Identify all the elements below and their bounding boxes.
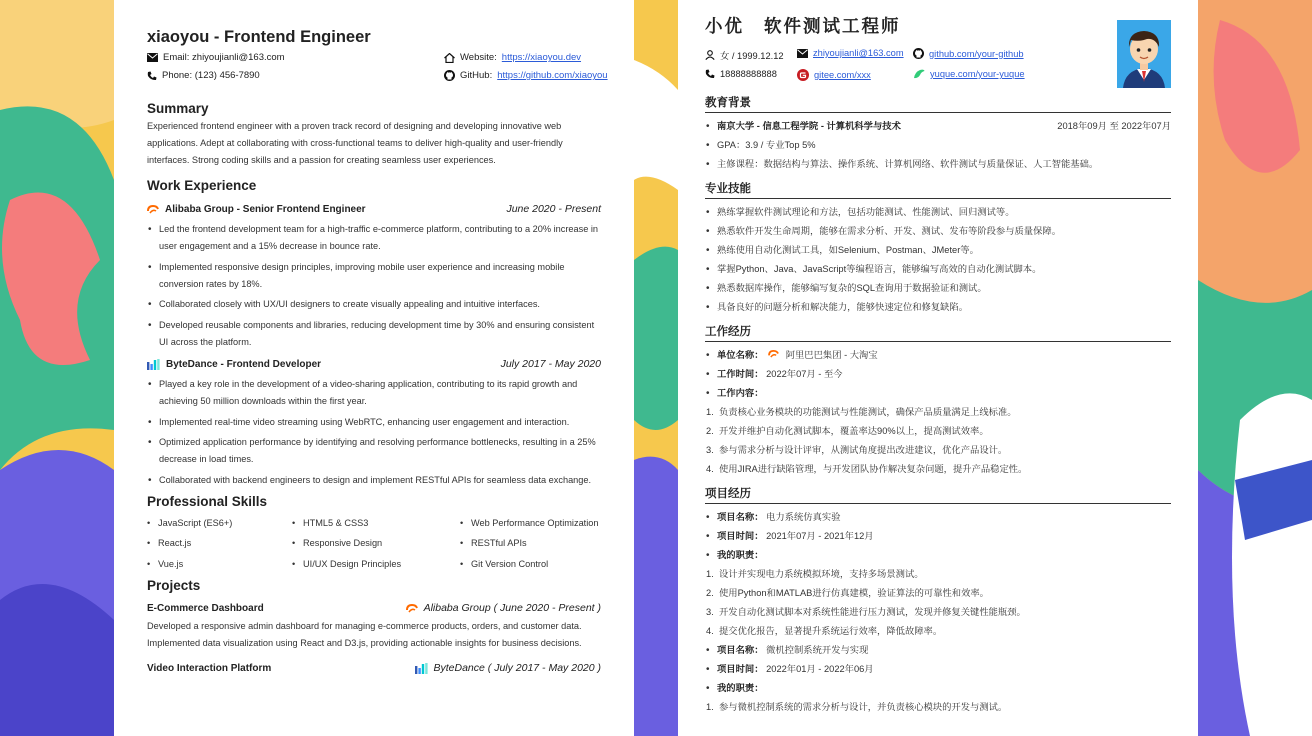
contact-info bbox=[705, 44, 1171, 88]
list-item: 1. 参与微机控制系统的需求分析与设计，并负责核心模块的开发与测试。 bbox=[706, 702, 1008, 712]
project-time: 2021年07月 - 2021年12月 bbox=[766, 531, 874, 541]
list-item: • Implemented responsive design principles, improving mobile user experience and increasing mobile conversion rates by 18%. bbox=[159, 259, 601, 293]
alibaba-icon bbox=[768, 350, 779, 358]
education-school: 南京大学 - 信息工程学院 - 计算机科学与技术 bbox=[717, 121, 901, 131]
website-item bbox=[444, 52, 581, 63]
project-header bbox=[147, 598, 601, 618]
email-link[interactable]: zhiyoujianli@163.com bbox=[813, 48, 904, 58]
job-bullets bbox=[147, 221, 601, 351]
gender-birth-item bbox=[705, 48, 784, 62]
project-org: ByteDance ( July 2017 - May 2020 ) bbox=[433, 662, 601, 674]
job-header bbox=[147, 199, 601, 219]
projects-heading: 项目经历 bbox=[705, 485, 1171, 504]
list-item: 1. 设计并实现电力系统模拟环境，支持多场景测试。 bbox=[706, 569, 924, 579]
work-content-row: • 工作内容： bbox=[705, 384, 1171, 403]
skills-heading: Professional Skills bbox=[147, 493, 268, 509]
education-heading: 教育背景 bbox=[705, 94, 1171, 113]
github-link[interactable]: https://github.com/xiaoyou bbox=[497, 70, 608, 81]
bytedance-icon bbox=[415, 663, 428, 674]
candidate-name: 小优 bbox=[705, 16, 744, 36]
github-label: GitHub: bbox=[460, 70, 493, 81]
phone-icon bbox=[147, 71, 157, 81]
mail-icon bbox=[147, 53, 158, 62]
work-company: 阿里巴巴集团 - 大淘宝 bbox=[785, 350, 878, 360]
alibaba-icon bbox=[406, 604, 418, 613]
skill-item: • 具备良好的问题分析和解决能力，能够快速定位和修复缺陷。 bbox=[705, 298, 1171, 317]
list-item: • Implemented real-time video streaming using WebRTC, enhancing user engagement and interaction. bbox=[159, 414, 601, 431]
project-name-row: • 项目名称： 电力系统仿真实验 bbox=[705, 508, 1171, 527]
bytedance-icon bbox=[147, 359, 160, 370]
user-icon bbox=[705, 50, 715, 60]
list-item: 3. 参与需求分析与设计评审，从测试角度提出改进建议，优化产品设计。 bbox=[706, 445, 1008, 455]
project-name-row: • 项目名称： 微机控制系统开发与实现 bbox=[705, 641, 1171, 660]
project-name: E-Commerce Dashboard bbox=[147, 602, 264, 614]
project-name: 微机控制系统开发与实现 bbox=[766, 645, 869, 655]
skills-heading: 专业技能 bbox=[705, 180, 1171, 199]
phone-text: Phone: (123) 456-7890 bbox=[162, 70, 260, 81]
work-heading: 工作经历 bbox=[705, 323, 1171, 342]
project-time: 2022年01月 - 2022年06月 bbox=[766, 664, 874, 674]
gitee-icon bbox=[797, 69, 809, 81]
email-item bbox=[797, 48, 904, 58]
list-item: • Collaborated with backend engineers to design and implement RESTful APIs for seamless data exchange. bbox=[159, 472, 601, 489]
email-item bbox=[147, 52, 285, 63]
job-company: ByteDance - Frontend Developer bbox=[166, 358, 322, 370]
summary-heading: Summary bbox=[147, 101, 209, 116]
education-dates: 2018年09月 至 2022年07月 bbox=[1057, 121, 1171, 131]
yuque-icon bbox=[913, 69, 925, 79]
list-item: • Played a key role in the development of a video-sharing application, contributing to its rapid growth and achieving 50 million downloads within the first year. bbox=[159, 376, 601, 410]
education-school-row bbox=[705, 117, 1171, 136]
project-duty-row: • 我的职责： bbox=[705, 679, 1171, 698]
skill-item: • 熟练使用自动化测试工具，如Selenium、Postman、JMeter等。 bbox=[705, 241, 1171, 260]
project-duty-row: • 我的职责： bbox=[705, 546, 1171, 565]
gitee-link[interactable]: gitee.com/xxx bbox=[814, 70, 871, 80]
skill-item: • UI/UX Design Principles bbox=[292, 556, 460, 573]
list-item: 4. 使用JIRA进行缺陷管理，与开发团队协作解决复杂问题，提升产品稳定性。 bbox=[706, 464, 1028, 474]
github-item bbox=[913, 48, 1024, 59]
list-item: • Developed reusable components and libraries, reducing development time by 30% and ensuring consistent UI across the platform. bbox=[159, 317, 601, 351]
skill-item: • React.js bbox=[147, 535, 292, 552]
home-icon bbox=[444, 53, 455, 63]
projects-heading: Projects bbox=[147, 578, 201, 593]
skill-item: • 熟练掌握软件测试理论和方法，包括功能测试、性能测试、回归测试等。 bbox=[705, 203, 1171, 222]
project-name: 电力系统仿真实验 bbox=[766, 512, 841, 522]
chinese-resume-page bbox=[678, 0, 1198, 736]
phone-item bbox=[147, 70, 260, 81]
resume-name-title bbox=[705, 14, 1171, 38]
website-label: Website: bbox=[460, 52, 497, 63]
project-time-row: • 项目时间： 2021年07月 - 2021年12月 bbox=[705, 527, 1171, 546]
phone-icon bbox=[705, 69, 715, 79]
list-item: 3. 开发自动化测试脚本对系统性能进行压力测试，发现并修复关键性能瓶颈。 bbox=[706, 607, 1026, 617]
mail-icon bbox=[797, 49, 808, 58]
job-dates: July 2017 - May 2020 bbox=[500, 358, 601, 370]
project-name: Video Interaction Platform bbox=[147, 662, 272, 674]
education-courses: • 主修课程：数据结构与算法、操作系统、计算机网络、软件测试与质量保证、人工智能基础。 bbox=[705, 155, 1171, 174]
yuque-link[interactable]: yuque.com/your-yuque bbox=[930, 69, 1025, 79]
work-content-label: 工作内容 bbox=[717, 388, 755, 398]
project-description: Developed a responsive admin dashboard for managing e-commerce products, orders, and customer data. Implemented data visualization using React and D3.js, providing actionable insights for business decisions. bbox=[147, 621, 582, 648]
github-item bbox=[444, 70, 608, 81]
skills-grid bbox=[147, 515, 601, 573]
work-time-label: 工作时间 bbox=[717, 369, 755, 379]
list-item: 2. 开发并维护自动化测试脚本，覆盖率达90%以上，提高测试效率。 bbox=[706, 426, 989, 436]
list-item: • Collaborated closely with UX/UI designers to create visually appealing and intuitive interfaces. bbox=[159, 296, 601, 313]
skill-item: • 熟悉软件开发生命周期，能够在需求分析、开发、测试、发布等阶段参与质量保障。 bbox=[705, 222, 1171, 241]
skill-item: • HTML5 & CSS3 bbox=[292, 515, 460, 532]
work-experience-heading: Work Experience bbox=[147, 178, 257, 193]
skill-item: • JavaScript (ES6+) bbox=[147, 515, 292, 532]
website-link[interactable]: https://xiaoyou.dev bbox=[501, 52, 582, 63]
skill-item: • Web Performance Optimization bbox=[460, 515, 600, 532]
work-company-label: 单位名称 bbox=[717, 350, 755, 360]
alibaba-icon bbox=[147, 205, 159, 214]
avatar bbox=[1117, 20, 1171, 88]
english-resume-page bbox=[114, 0, 634, 736]
job-header bbox=[147, 354, 601, 374]
project-org: Alibaba Group ( June 2020 - Present ) bbox=[423, 602, 601, 614]
contact-info bbox=[147, 52, 608, 92]
education-gpa: • GPA：3.9 / 专业Top 5% bbox=[705, 136, 1171, 155]
list-item: 2. 使用Python和MATLAB进行仿真建模，验证算法的可靠性和效率。 bbox=[706, 588, 989, 598]
job-title: 软件测试工程师 bbox=[764, 16, 901, 36]
yuque-item bbox=[913, 69, 1025, 79]
job-bullets bbox=[147, 376, 601, 489]
skill-item: • 熟悉数据库操作，能够编写复杂的SQL查询用于数据验证和测试。 bbox=[705, 279, 1171, 298]
list-item: • Optimized application performance by identifying and resolving performance bottlenecks, resulting in a 25% decrease in load times. bbox=[159, 434, 601, 468]
list-item: • Led the frontend development team for a high-traffic e-commerce platform, contributing to a 20% increase in user engagement and a 15% decrease in bounce rate. bbox=[159, 221, 601, 255]
work-time: 2022年07月 - 至今 bbox=[766, 369, 843, 379]
skill-item: • Responsive Design bbox=[292, 535, 460, 552]
github-link[interactable]: github.com/your-github bbox=[929, 48, 1024, 59]
github-icon bbox=[444, 70, 455, 81]
gender-birth-text: 女 / 1999.12.12 bbox=[720, 51, 784, 61]
skill-item: • 掌握Python、Java、JavaScript等编程语言，能够编写高效的自动化测试脚本。 bbox=[705, 260, 1171, 279]
gitee-item bbox=[797, 69, 871, 81]
skill-item: • RESTful APIs bbox=[460, 535, 600, 552]
phone-text: 18888888888 bbox=[720, 69, 777, 79]
job-company: Alibaba Group - Senior Frontend Engineer bbox=[165, 203, 366, 215]
job-dates: June 2020 - Present bbox=[506, 203, 601, 215]
phone-item bbox=[705, 69, 777, 79]
work-time-row: • 工作时间： 2022年07月 - 至今 bbox=[705, 365, 1171, 384]
skill-item: • Vue.js bbox=[147, 556, 292, 573]
resume-name-title: xiaoyou - Frontend Engineer bbox=[147, 28, 371, 46]
skill-item: • Git Version Control bbox=[460, 556, 600, 573]
email-text: Email: zhiyoujianli@163.com bbox=[163, 52, 285, 63]
list-item: 4. 提交优化报告，显著提升系统运行效率，降低故障率。 bbox=[706, 626, 943, 636]
github-icon bbox=[913, 48, 924, 59]
summary-text: Experienced frontend engineer with a proven track record of designing and developing innovative web applications. Adept at collaborating with cross-functional teams to deliver high-quality and user-friendly interfaces. Strong coding skills and a passion for creating seamless user experiences. bbox=[147, 121, 563, 165]
work-company-row: • 单位名称： 阿里巴巴集团 - 大淘宝 bbox=[705, 346, 1171, 365]
project-header bbox=[147, 658, 601, 678]
list-item: 1. 负责核心业务模块的功能测试与性能测试，确保产品质量满足上线标准。 bbox=[706, 407, 1017, 417]
project-time-row: • 项目时间： 2022年01月 - 2022年06月 bbox=[705, 660, 1171, 679]
